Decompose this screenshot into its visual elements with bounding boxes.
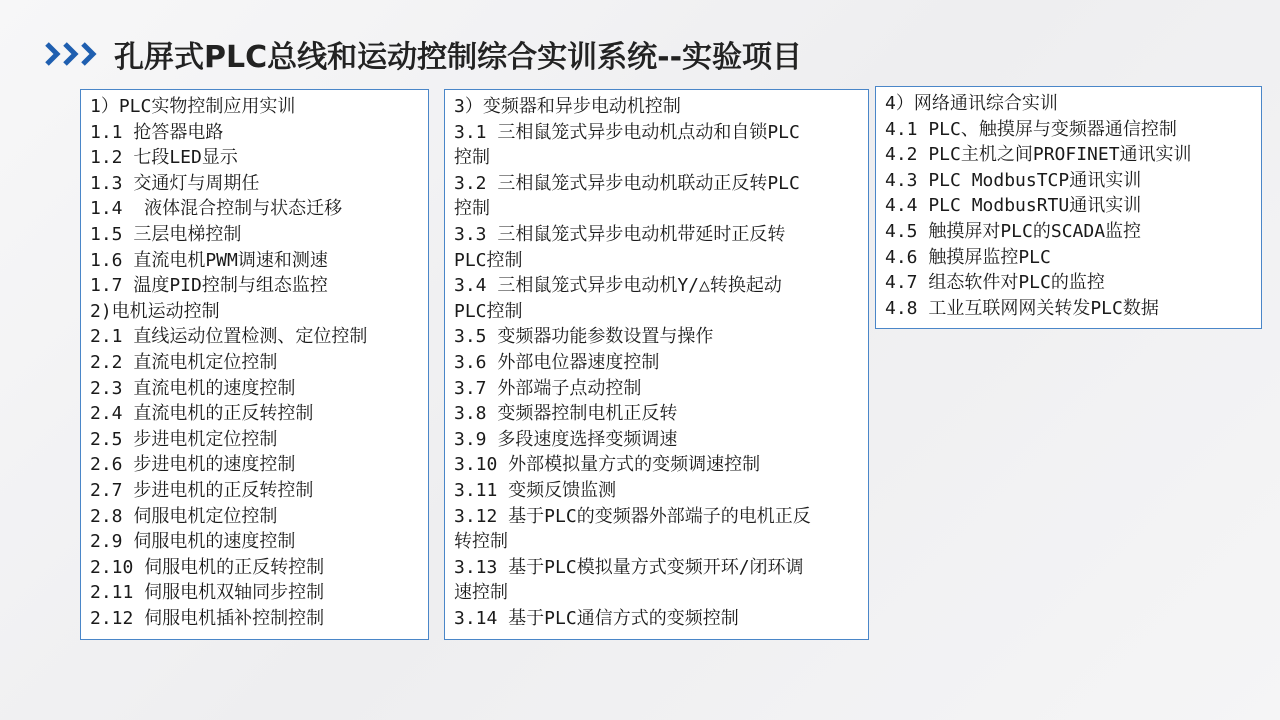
- experiment-item: 转控制: [454, 531, 508, 553]
- experiment-item: 2.11 伺服电机双轴同步控制: [90, 582, 325, 604]
- experiment-item: 2.4 直流电机的正反转控制: [90, 403, 314, 425]
- experiment-item: 2.1 直线运动位置检测、定位控制: [90, 326, 368, 348]
- experiment-list-column-1: [80, 89, 429, 640]
- experiment-item: 2.2 直流电机定位控制: [90, 351, 278, 373]
- experiment-item: 2.10 伺服电机的正反转控制: [90, 556, 325, 578]
- page-title: 孔屏式PLC总线和运动控制综合实训系统--实验项目: [114, 40, 803, 75]
- experiment-item: 1.2 七段LED显示: [90, 147, 238, 169]
- experiment-item: 4.7 组态软件对PLC的监控: [885, 272, 1105, 294]
- experiment-item: 控制: [454, 147, 490, 169]
- experiment-item: 3.14 基于PLC通信方式的变频控制: [454, 607, 739, 629]
- experiment-item: 4.5 触摸屏对PLC的SCADA监控: [885, 220, 1142, 242]
- experiment-item: 3.12 基于PLC的变频器外部端子的电机正反: [454, 505, 811, 527]
- experiment-item: 1.4 液体混合控制与状态迁移: [90, 198, 343, 220]
- experiment-item: 3）变频器和异步电动机控制: [454, 96, 681, 117]
- experiment-item: 控制: [454, 198, 490, 220]
- experiment-item: 1.1 抢答器电路: [90, 121, 224, 143]
- experiment-item: 3.11 变频反馈监测: [454, 479, 617, 501]
- experiment-item: 2.8 伺服电机定位控制: [90, 505, 278, 527]
- experiment-item: 3.3 三相鼠笼式异步电动机带延时正反转: [454, 223, 786, 245]
- experiment-item: 3.8 变频器控制电机正反转: [454, 403, 678, 425]
- experiment-item: 3.13 基于PLC模拟量方式变频开环/闭环调: [454, 556, 804, 578]
- slide-header: [44, 34, 802, 74]
- experiment-item: PLC控制: [454, 300, 523, 322]
- experiment-item: 1.7 温度PID控制与组态监控: [90, 275, 328, 297]
- experiment-item: 2.7 步进电机的正反转控制: [90, 479, 314, 501]
- experiment-item: 4.3 PLC ModbusTCP通讯实训: [885, 169, 1142, 191]
- experiment-item: 1.6 直流电机PWM调速和测速: [90, 249, 328, 271]
- experiment-item: 2)电机运动控制: [90, 300, 220, 322]
- experiment-list-column-3: [875, 86, 1262, 329]
- experiment-item: 4.4 PLC ModbusRTU通讯实训: [885, 195, 1142, 217]
- experiment-item: 2.6 步进电机的速度控制: [90, 454, 296, 476]
- experiment-item: 1）PLC实物控制应用实训: [90, 96, 296, 117]
- experiment-item: 3.7 外部端子点动控制: [454, 377, 642, 399]
- experiment-item: 3.9 多段速度选择变频调速: [454, 428, 678, 450]
- experiment-item: 2.5 步进电机定位控制: [90, 428, 278, 450]
- experiment-item: 1.3 交通灯与周期任: [90, 172, 260, 194]
- experiment-item: 3.2 三相鼠笼式异步电动机联动正反转PLC: [454, 172, 800, 194]
- experiment-item: 4.1 PLC、触摸屏与变频器通信控制: [885, 118, 1177, 140]
- experiment-item: 3.4 三相鼠笼式异步电动机Y/△转换起动: [454, 275, 782, 297]
- experiment-item: 4.8 工业互联网网关转发PLC数据: [885, 297, 1159, 319]
- experiment-item: 3.6 外部电位器速度控制: [454, 351, 660, 373]
- experiment-item: 4）网络通讯综合实训: [885, 93, 1058, 114]
- experiment-item: PLC控制: [454, 249, 523, 271]
- experiment-item: 2.3 直流电机的速度控制: [90, 377, 296, 399]
- experiment-item: 3.10 外部模拟量方式的变频调速控制: [454, 454, 761, 476]
- triple-chevron-right-icon: [44, 40, 100, 68]
- experiment-item: 1.5 三层电梯控制: [90, 223, 242, 245]
- experiment-item: 2.9 伺服电机的速度控制: [90, 531, 296, 553]
- experiment-item: 4.6 触摸屏监控PLC: [885, 246, 1051, 268]
- experiment-item: 4.2 PLC主机之间PROFINET通讯实训: [885, 144, 1192, 166]
- experiment-item: 2.12 伺服电机插补控制控制: [90, 607, 325, 629]
- experiment-item: 3.5 变频器功能参数设置与操作: [454, 326, 714, 348]
- experiment-item: 3.1 三相鼠笼式异步电动机点动和自锁PLC: [454, 121, 800, 143]
- experiment-list-column-2: [444, 89, 869, 640]
- experiment-item: 速控制: [454, 582, 508, 604]
